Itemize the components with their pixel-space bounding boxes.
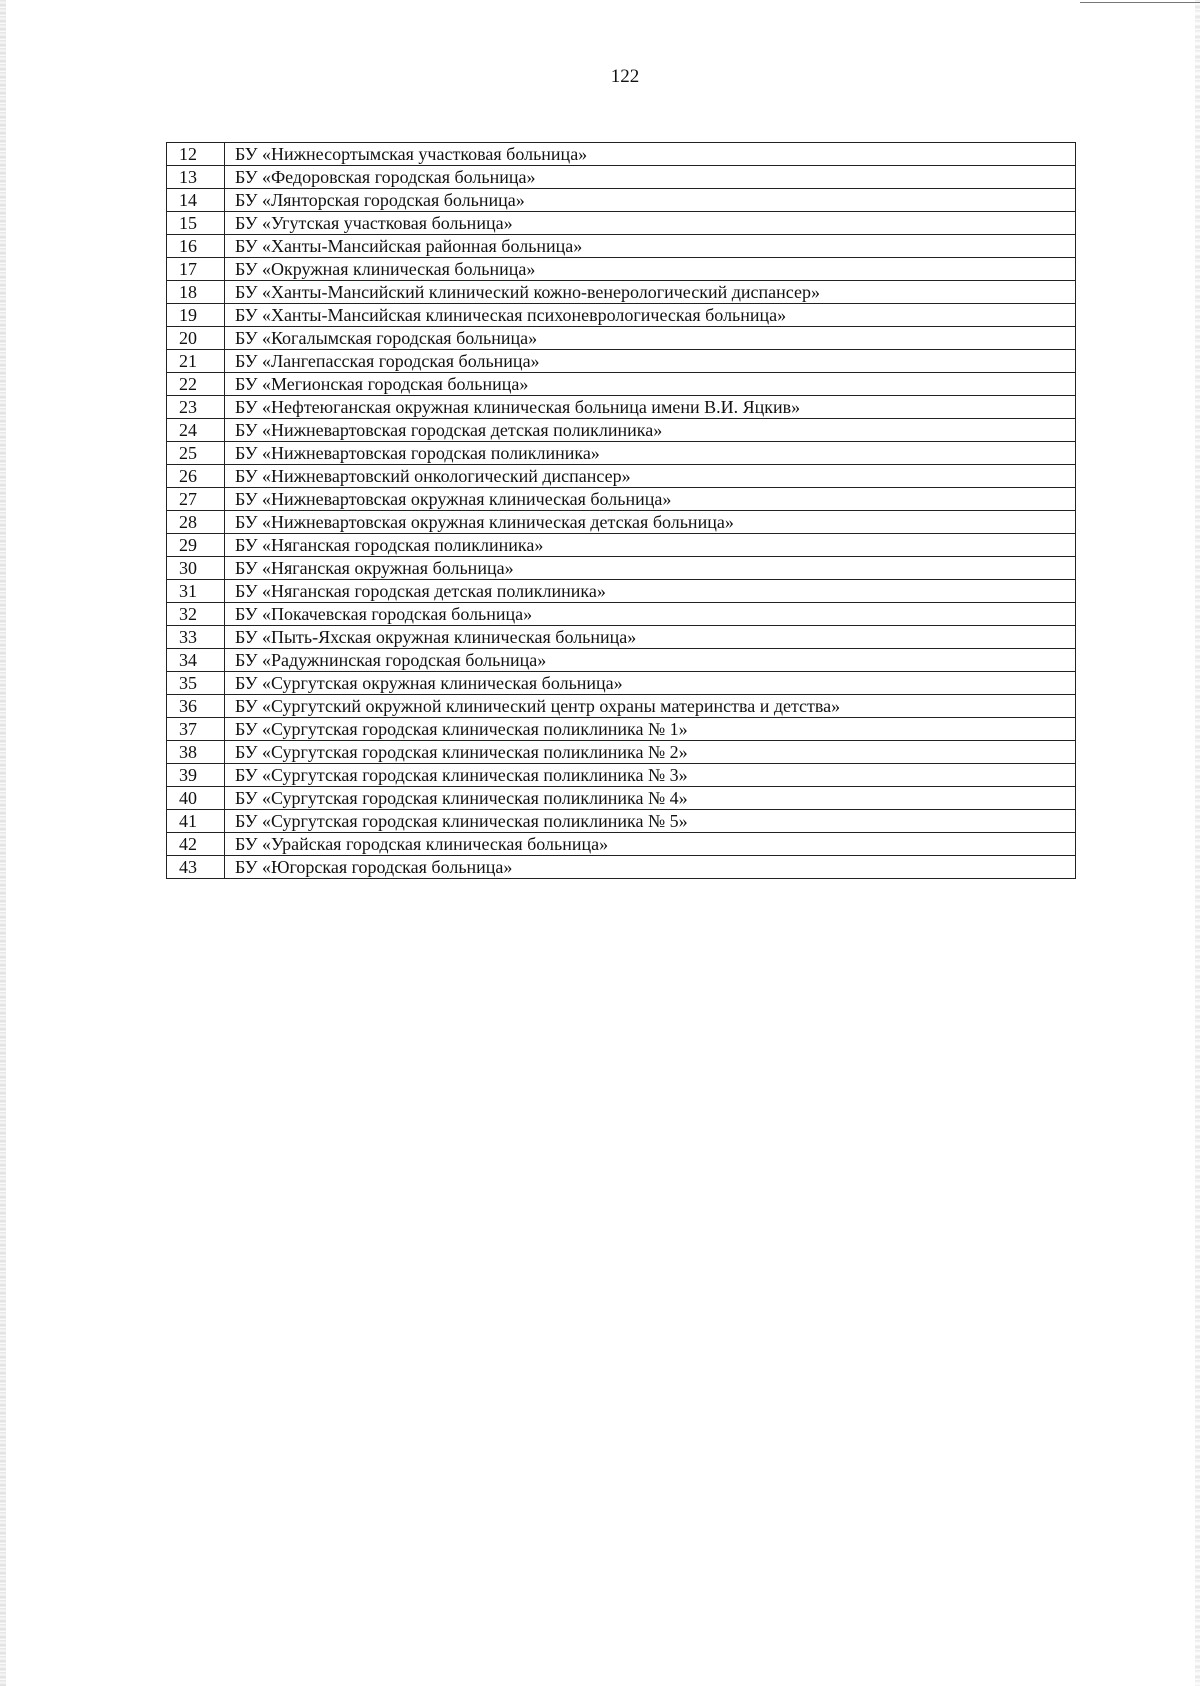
institution-name: БУ «Нижневартовская городская детская поликлиника» — [225, 419, 1076, 442]
row-number: 27 — [167, 488, 225, 511]
institution-name: БУ «Сургутская городская клиническая поликлиника № 4» — [225, 787, 1076, 810]
row-number: 22 — [167, 373, 225, 396]
institution-name: БУ «Покачевская городская больница» — [225, 603, 1076, 626]
table-row — [167, 304, 1076, 327]
institution-name: БУ «Нижнесортымская участковая больница» — [225, 143, 1076, 166]
table-row — [167, 856, 1076, 879]
institution-name: БУ «Нижневартовская городская поликлиника» — [225, 442, 1076, 465]
table-row — [167, 258, 1076, 281]
table-row — [167, 764, 1076, 787]
table-row — [167, 534, 1076, 557]
row-number: 13 — [167, 166, 225, 189]
institution-name: БУ «Нефтеюганская окружная клиническая больница имени В.И. Яцкив» — [225, 396, 1076, 419]
row-number: 15 — [167, 212, 225, 235]
institution-name: БУ «Няганская городская детская поликлиника» — [225, 580, 1076, 603]
institution-name: БУ «Нижневартовская окружная клиническая детская больница» — [225, 511, 1076, 534]
institution-name: БУ «Ханты-Мансийская районная больница» — [225, 235, 1076, 258]
row-number: 14 — [167, 189, 225, 212]
table-row — [167, 143, 1076, 166]
row-number: 29 — [167, 534, 225, 557]
table-row — [167, 189, 1076, 212]
row-number: 35 — [167, 672, 225, 695]
row-number: 42 — [167, 833, 225, 856]
institution-name: БУ «Сургутская городская клиническая поликлиника № 1» — [225, 718, 1076, 741]
table-row — [167, 695, 1076, 718]
table-row — [167, 281, 1076, 304]
row-number: 21 — [167, 350, 225, 373]
institution-name: БУ «Мегионская городская больница» — [225, 373, 1076, 396]
row-number: 19 — [167, 304, 225, 327]
table-row — [167, 373, 1076, 396]
table-row — [167, 580, 1076, 603]
table-row — [167, 327, 1076, 350]
table-row — [167, 166, 1076, 189]
row-number: 16 — [167, 235, 225, 258]
top-rule — [1080, 2, 1200, 3]
institution-name: БУ «Нижневартовская окружная клиническая больница» — [225, 488, 1076, 511]
table-row — [167, 603, 1076, 626]
institution-name: БУ «Лангепасская городская больница» — [225, 350, 1076, 373]
institution-name: БУ «Урайская городская клиническая больница» — [225, 833, 1076, 856]
row-number: 43 — [167, 856, 225, 879]
table-row — [167, 649, 1076, 672]
institution-name: БУ «Ханты-Мансийский клинический кожно-венерологический диспансер» — [225, 281, 1076, 304]
table-row — [167, 557, 1076, 580]
table-row — [167, 442, 1076, 465]
row-number: 39 — [167, 764, 225, 787]
institution-name: БУ «Югорская городская больница» — [225, 856, 1076, 879]
institution-name: БУ «Сургутский окружной клинический центр охраны материнства и детства» — [225, 695, 1076, 718]
institution-name: БУ «Угутская участковая больница» — [225, 212, 1076, 235]
institutions-table — [166, 142, 1076, 879]
table-row — [167, 419, 1076, 442]
row-number: 23 — [167, 396, 225, 419]
row-number: 24 — [167, 419, 225, 442]
table-row — [167, 833, 1076, 856]
table-row — [167, 511, 1076, 534]
page-number: 122 — [610, 66, 640, 87]
institution-name: БУ «Няганская окружная больница» — [225, 557, 1076, 580]
table-row — [167, 672, 1076, 695]
row-number: 26 — [167, 465, 225, 488]
institution-name: БУ «Ханты-Мансийская клиническая психоневрологическая больница» — [225, 304, 1076, 327]
table-row — [167, 212, 1076, 235]
institution-name: БУ «Федоровская городская больница» — [225, 166, 1076, 189]
institution-name: БУ «Радужнинская городская больница» — [225, 649, 1076, 672]
institution-name: БУ «Нижневартовский онкологический диспансер» — [225, 465, 1076, 488]
institutions-table-body — [167, 143, 1076, 879]
table-row — [167, 626, 1076, 649]
scan-edge-right — [1195, 0, 1200, 1686]
table-row — [167, 396, 1076, 419]
table-row — [167, 741, 1076, 764]
row-number: 25 — [167, 442, 225, 465]
institution-name: БУ «Когалымская городская больница» — [225, 327, 1076, 350]
institution-name: БУ «Сургутская городская клиническая поликлиника № 5» — [225, 810, 1076, 833]
institution-name: БУ «Няганская городская поликлиника» — [225, 534, 1076, 557]
table-row — [167, 465, 1076, 488]
institution-name: БУ «Пыть-Яхская окружная клиническая больница» — [225, 626, 1076, 649]
row-number: 18 — [167, 281, 225, 304]
row-number: 17 — [167, 258, 225, 281]
institution-name: БУ «Сургутская окружная клиническая больница» — [225, 672, 1076, 695]
row-number: 30 — [167, 557, 225, 580]
table-row — [167, 787, 1076, 810]
institution-name: БУ «Сургутская городская клиническая поликлиника № 3» — [225, 764, 1076, 787]
table-row — [167, 718, 1076, 741]
row-number: 36 — [167, 695, 225, 718]
scan-edge-left — [0, 0, 6, 1686]
row-number: 37 — [167, 718, 225, 741]
row-number: 12 — [167, 143, 225, 166]
row-number: 31 — [167, 580, 225, 603]
row-number: 41 — [167, 810, 225, 833]
row-number: 40 — [167, 787, 225, 810]
row-number: 34 — [167, 649, 225, 672]
institution-name: БУ «Сургутская городская клиническая поликлиника № 2» — [225, 741, 1076, 764]
institution-name: БУ «Лянторская городская больница» — [225, 189, 1076, 212]
table-row — [167, 350, 1076, 373]
row-number: 33 — [167, 626, 225, 649]
row-number: 28 — [167, 511, 225, 534]
table-row — [167, 810, 1076, 833]
institution-name: БУ «Окружная клиническая больница» — [225, 258, 1076, 281]
row-number: 38 — [167, 741, 225, 764]
table-row — [167, 235, 1076, 258]
table-row — [167, 488, 1076, 511]
row-number: 20 — [167, 327, 225, 350]
row-number: 32 — [167, 603, 225, 626]
